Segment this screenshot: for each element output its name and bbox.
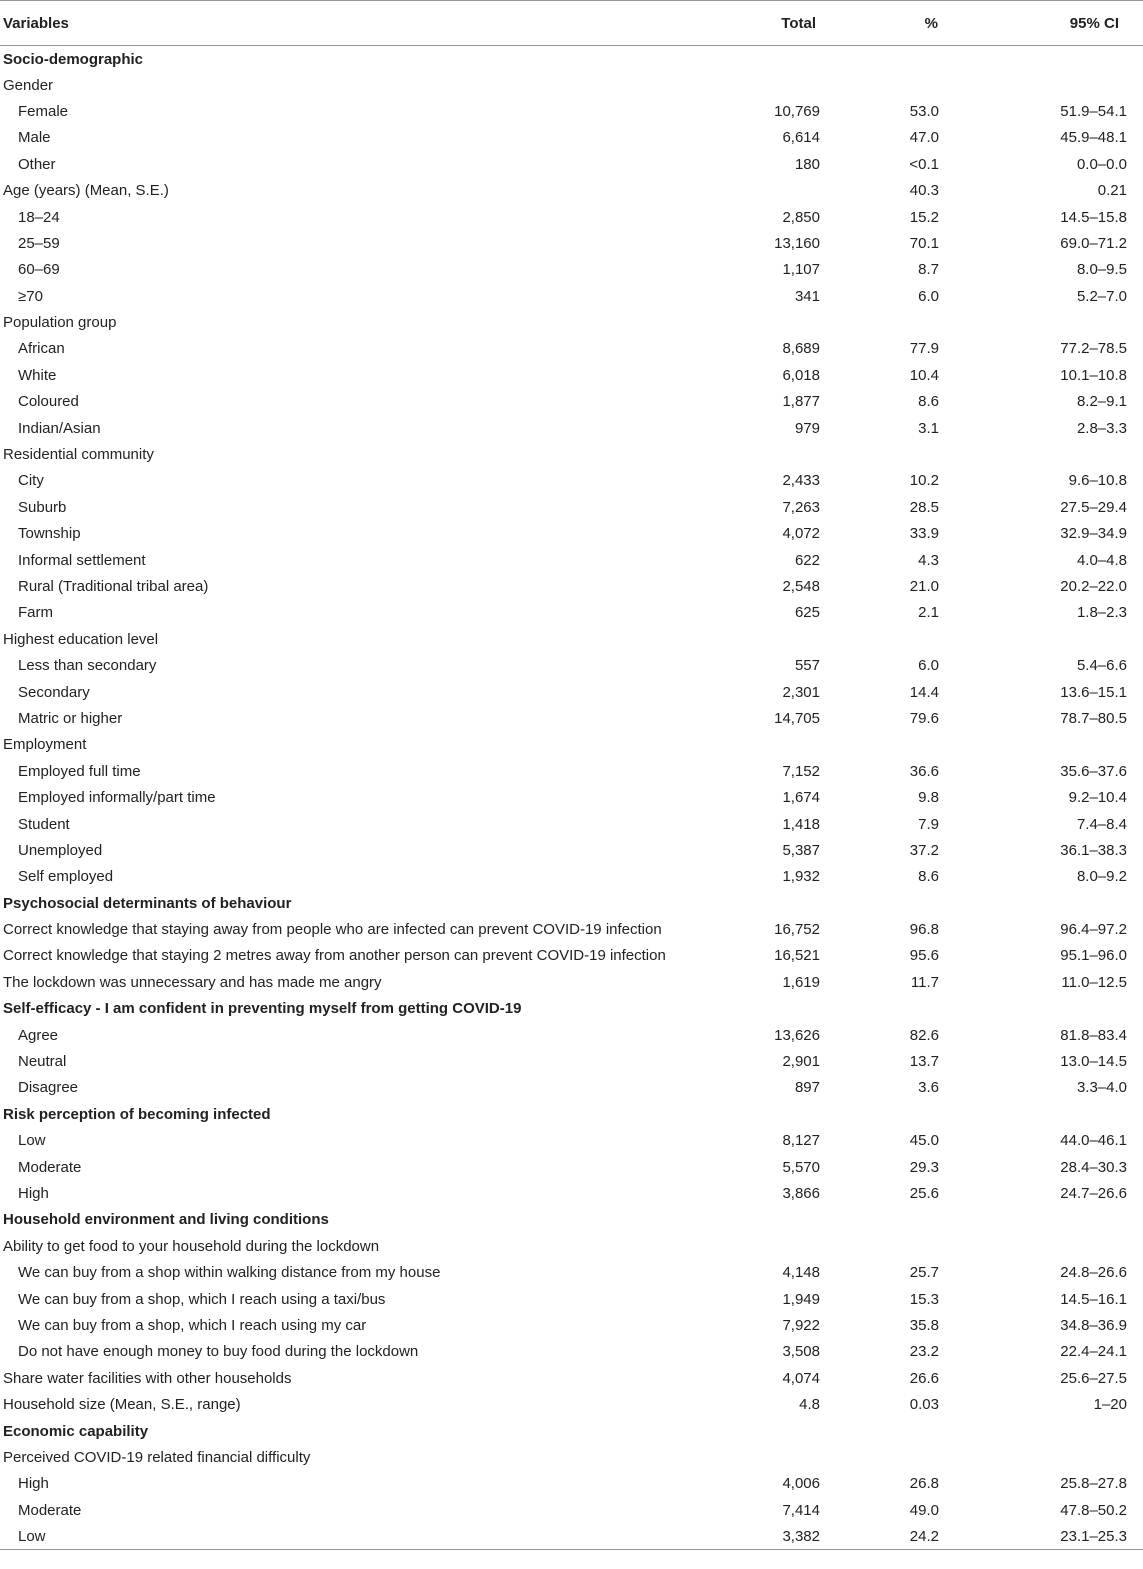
variable-cell: We can buy from a shop within walking distance from my house [18,1264,441,1282]
total-cell [740,441,850,467]
total-cell [740,177,850,203]
table-row [0,468,1143,494]
ci-cell: 27.5–29.4 [1060,498,1127,516]
percent-cell: 28.5 [909,498,939,516]
ci-cell: 13.6–15.1 [1060,683,1127,701]
variable-cell: Student [18,815,70,833]
percent-cell [850,1207,990,1233]
section-row [0,1101,1143,1127]
total-cell [740,1207,850,1233]
ci-cell: 25.6–27.5 [1060,1369,1127,1387]
ci-cell: 5.2–7.0 [1076,287,1127,305]
section-row [0,46,1143,72]
variable-cell: Psychosocial determinants of behaviour [3,894,292,912]
table-row [0,72,1143,98]
percent-cell: 29.3 [909,1158,939,1176]
percent-cell [850,626,990,652]
ci-cell [990,72,1143,98]
variable-cell: City [18,472,44,490]
ci-cell [990,732,1143,758]
ci-cell: 47.8–50.2 [1060,1501,1127,1519]
total-cell: 5,570 [782,1158,820,1176]
percent-cell: 53.0 [909,102,939,120]
table-row [0,309,1143,335]
header-total: Total [740,1,850,46]
variable-cell: Low [0,1523,740,1549]
total-cell: 625 [794,604,820,622]
table-row [0,837,1143,863]
variable-cell: White [18,366,57,384]
variable-cell: African [18,340,65,358]
ci-cell: 1.8–2.3 [1076,604,1127,622]
percent-cell: 33.9 [909,525,939,543]
table-row [0,1444,1143,1470]
table-row [0,151,1143,177]
table-row [0,864,1143,890]
total-cell: 180 [794,155,820,173]
section-row [0,996,1143,1022]
table-row [0,1128,1143,1154]
variable-cell: Low [18,1132,46,1150]
ci-cell: 78.7–80.5 [1060,709,1127,727]
ci-cell: 5.4–6.6 [1076,657,1127,675]
total-cell [740,46,850,72]
variable-cell: Age (years) (Mean, S.E.) [3,182,169,200]
table-row [0,1339,1143,1365]
ci-cell: 51.9–54.1 [1060,102,1127,120]
variable-cell: Economic capability [3,1422,149,1440]
total-cell: 1,877 [782,393,820,411]
table-header [0,1,1143,46]
variable-cell: Unemployed [18,841,103,859]
variable-cell: High [18,1475,49,1493]
ci-cell [990,1207,1143,1233]
variable-cell: The lockdown was unnecessary and has made me angry [3,973,382,991]
table-row [0,600,1143,626]
percent-cell: 10.4 [909,366,939,384]
variable-cell: Other [18,155,56,173]
ci-cell: 11.0–12.5 [1061,973,1127,991]
table-row [0,626,1143,652]
percent-cell: 13.7 [909,1053,939,1071]
total-cell: 1,674 [782,789,820,807]
percent-cell: 95.6 [909,947,939,965]
percent-cell: 6.0 [918,657,939,675]
ci-cell: 28.4–30.3 [1060,1158,1127,1176]
variable-cell: Gender [3,76,54,94]
total-cell: 3,382 [740,1523,850,1549]
table-row [0,257,1143,283]
percent-cell [850,309,990,335]
ci-cell: 4.0–4.8 [1076,551,1127,569]
ci-cell: 34.8–36.9 [1060,1316,1127,1334]
ci-cell: 10.1–10.8 [1060,366,1127,384]
percent-cell: 6.0 [918,287,939,305]
total-cell: 6,614 [782,129,820,147]
percent-cell: 45.0 [909,1132,939,1150]
percent-cell: 3.1 [918,419,939,437]
percent-cell: 8.6 [918,868,939,886]
table-row [0,1022,1143,1048]
total-cell: 7,922 [782,1316,820,1334]
total-cell [740,626,850,652]
table-row [0,943,1143,969]
total-cell [740,1444,850,1470]
variable-cell: Moderate [18,1501,82,1519]
total-cell: 5,387 [782,841,820,859]
variable-cell: We can buy from a shop, which I reach using my car [18,1316,367,1334]
percent-cell [850,1101,990,1127]
percent-cell: 82.6 [909,1026,939,1044]
ci-cell: 96.4–97.2 [1060,921,1127,939]
table-row [0,811,1143,837]
percent-cell [850,732,990,758]
table-row [0,1233,1143,1259]
table-row [0,98,1143,124]
ci-cell: 44.0–46.1 [1060,1132,1127,1150]
percent-cell: 47.0 [909,129,939,147]
total-cell [740,1101,850,1127]
percent-cell: 25.7 [909,1264,939,1282]
table-row [0,758,1143,784]
variable-cell: Correct knowledge that staying 2 metres away from another person can prevent COVID-19 infection [3,947,666,965]
variable-cell: Household environment and living conditions [3,1211,329,1229]
table-row [0,1180,1143,1206]
total-cell: 2,433 [782,472,820,490]
percent-cell: 9.8 [918,789,939,807]
ci-cell: 35.6–37.6 [1060,762,1127,780]
variable-cell: Self employed [18,868,114,886]
table-row [0,1523,1143,1549]
variable-cell: Coloured [18,393,79,411]
table-row [0,1259,1143,1285]
percent-cell [850,1233,990,1259]
table-row [0,969,1143,995]
total-cell: 10,769 [774,102,820,120]
percent-cell: 8.6 [918,393,939,411]
ci-cell: 14.5–15.8 [1060,208,1127,226]
total-cell: 341 [794,287,820,305]
total-cell [740,1233,850,1259]
variable-cell: Self-efficacy - I am confident in preventing myself from getting COVID-19 [3,1000,522,1018]
total-cell: 2,850 [782,208,820,226]
variable-cell: Employed informally/part time [18,789,216,807]
variable-cell: Suburb [18,498,67,516]
percent-cell [850,441,990,467]
percent-cell: 15.2 [909,208,939,226]
variable-cell: Share water facilities with other households [3,1369,292,1387]
variable-cell: Matric or higher [18,709,123,727]
variable-cell: Secondary [18,683,90,701]
percent-cell: 36.6 [909,762,939,780]
ci-cell: 45.9–48.1 [1060,129,1127,147]
total-cell: 2,548 [782,578,820,595]
variable-cell: ≥70 [18,287,43,305]
total-cell [740,309,850,335]
table-row [0,916,1143,942]
table-row [0,547,1143,573]
variable-cell: Township [18,525,81,543]
total-cell [740,996,850,1022]
variable-cell: Agree [18,1026,59,1044]
table-row [0,732,1143,758]
variable-cell: Employment [3,736,87,754]
percent-cell: 77.9 [909,340,939,358]
ci-cell [990,441,1143,467]
section-row [0,890,1143,916]
variable-cell: Household size (Mean, S.E., range) [3,1396,241,1414]
variable-cell: Informal settlement [18,551,146,569]
header-variables: Variables [0,1,740,46]
total-cell: 2,301 [782,683,820,701]
percent-cell: 79.6 [909,709,939,727]
variable-cell: Socio-demographic [3,51,144,69]
table-row [0,1365,1143,1391]
percent-cell [850,1418,990,1444]
ci-cell: 24.7–26.6 [1060,1184,1127,1202]
ci-cell: 81.8–83.4 [1060,1026,1127,1044]
ci-cell: 3.3–4.0 [1076,1079,1127,1097]
variable-cell: Do not have enough money to buy food during the lockdown [18,1343,419,1361]
variable-cell: We can buy from a shop, which I reach using a taxi/bus [18,1290,386,1308]
table-body [0,46,1143,1550]
variable-cell: Female [18,102,69,120]
total-cell [740,72,850,98]
percent-cell: 0.03 [909,1396,939,1414]
percent-cell [850,1444,990,1470]
total-cell [740,1418,850,1444]
table-row [0,1391,1143,1417]
table-row [0,362,1143,388]
table-row [0,1154,1143,1180]
percent-cell: 4.3 [918,551,939,569]
ci-cell: 32.9–34.9 [1060,525,1127,543]
total-cell: 7,263 [782,498,820,516]
variable-cell: Ability to get food to your household during the lockdown [3,1237,380,1255]
variable-cell: Indian/Asian [18,419,101,437]
percent-cell: 10.2 [909,472,939,490]
section-row [0,1418,1143,1444]
percent-cell: 70.1 [909,234,939,252]
total-cell: 4,148 [782,1264,820,1282]
percent-cell: 26.8 [909,1475,939,1493]
total-cell: 7,414 [782,1501,820,1519]
total-cell: 16,752 [774,921,820,939]
total-cell: 4,072 [782,525,820,543]
variable-cell: Population group [3,314,117,332]
ci-cell: 1–20 [1093,1396,1127,1414]
percent-cell: 8.7 [918,261,939,279]
total-cell: 1,932 [782,868,820,886]
ci-cell: 2.8–3.3 [1076,419,1127,437]
percent-cell: 96.8 [909,921,939,939]
total-cell: 1,418 [782,815,820,833]
header-row [0,1,1143,46]
variable-cell: Moderate [18,1158,82,1176]
table-row [0,1471,1143,1497]
ci-cell: 23.1–25.3 [990,1523,1143,1549]
ci-cell [990,996,1143,1022]
variable-cell: Farm [18,604,53,622]
total-cell: 8,127 [782,1132,820,1150]
ci-cell: 69.0–71.2 [1060,234,1127,252]
ci-cell: 8.2–9.1 [1076,393,1127,411]
percent-cell: 21.0 [909,578,939,595]
header-ci: 95% CI [990,1,1143,46]
ci-cell: 13.0–14.5 [1060,1053,1127,1071]
variable-cell: Correct knowledge that staying away from people who are infected can prevent COVID-19 infection [3,921,662,939]
table-row [0,784,1143,810]
total-cell: 4,074 [782,1369,820,1387]
ci-cell: 14.5–16.1 [1060,1290,1127,1308]
percent-cell: 49.0 [909,1501,939,1519]
variable-cell: 60–69 [18,261,60,279]
percent-cell: 37.2 [909,841,939,859]
total-cell: 13,160 [774,234,820,252]
variable-cell: Male [18,129,51,147]
ci-cell: 22.4–24.1 [1060,1343,1127,1361]
variable-cell: Highest education level [3,630,159,648]
total-cell: 1,107 [782,261,820,279]
percent-cell: 25.6 [909,1184,939,1202]
table-row [0,679,1143,705]
table-row [0,652,1143,678]
total-cell: 622 [794,551,820,569]
total-cell: 16,521 [774,947,820,965]
total-cell: 1,949 [782,1290,820,1308]
variable-cell: 18–24 [18,208,60,226]
ci-cell: 9.6–10.8 [1068,472,1127,490]
percent-cell: <0.1 [909,155,939,173]
percent-cell: 14.4 [909,683,939,701]
percent-cell [850,996,990,1022]
ci-cell: 20.2–22.0 [1060,578,1127,595]
total-cell: 897 [794,1079,820,1097]
table-row [0,1048,1143,1074]
total-cell: 14,705 [774,709,820,727]
percent-cell [850,46,990,72]
table-row [0,1286,1143,1312]
ci-cell: 36.1–38.3 [1060,841,1127,859]
total-cell [740,732,850,758]
variable-cell: Neutral [18,1053,67,1071]
ci-cell: 24.8–26.6 [1060,1264,1127,1282]
ci-cell [990,46,1143,72]
total-cell [740,890,850,916]
total-cell: 3,866 [782,1184,820,1202]
variable-cell: Employed full time [18,762,141,780]
total-cell: 13,626 [774,1026,820,1044]
table-row [0,573,1143,599]
total-cell: 557 [794,657,820,675]
table-row [0,1497,1143,1523]
percent-cell: 24.2 [850,1523,990,1549]
percent-cell: 35.8 [909,1316,939,1334]
total-cell: 2,901 [782,1053,820,1071]
total-cell: 3,508 [782,1343,820,1361]
variable-cell: Residential community [3,446,154,464]
table-row [0,415,1143,441]
percent-cell: 15.3 [909,1290,939,1308]
variable-cell: High [18,1184,49,1202]
header-percent: % [850,1,990,46]
variable-cell: 25–59 [18,234,60,252]
ci-cell [990,626,1143,652]
table-row [0,1312,1143,1338]
percent-cell: 40.3 [909,182,939,200]
percent-cell [850,72,990,98]
percent-cell: 23.2 [909,1343,939,1361]
variable-cell: Disagree [18,1079,79,1097]
table-row [0,705,1143,731]
ci-cell [990,1101,1143,1127]
percent-cell: 2.1 [918,604,939,622]
variable-cell: Perceived COVID-19 related financial difficulty [3,1448,311,1466]
total-cell: 6,018 [782,366,820,384]
table-row [0,204,1143,230]
ci-cell [990,1233,1143,1259]
table-row [0,125,1143,151]
variable-cell: Risk perception of becoming infected [3,1105,271,1123]
ci-cell [990,309,1143,335]
table-row [0,441,1143,467]
percent-cell: 7.9 [918,815,939,833]
table-row [0,389,1143,415]
table-row [0,521,1143,547]
total-cell: 8,689 [782,340,820,358]
total-cell: 4,006 [782,1475,820,1493]
ci-cell: 7.4–8.4 [1076,815,1127,833]
variable-cell: Rural (Traditional tribal area) [18,578,209,595]
total-cell: 4.8 [799,1396,820,1414]
percent-cell: 26.6 [909,1369,939,1387]
section-row [0,1207,1143,1233]
total-cell: 979 [794,419,820,437]
table-row [0,177,1143,203]
table-row [0,230,1143,256]
ci-cell [990,1444,1143,1470]
table-row [0,494,1143,520]
ci-cell: 8.0–9.2 [1076,868,1127,886]
ci-cell: 95.1–96.0 [1060,947,1127,965]
ci-cell: 0.21 [1097,182,1127,200]
ci-cell: 77.2–78.5 [1060,340,1127,358]
percent-cell: 3.6 [918,1079,939,1097]
ci-cell: 0.0–0.0 [1076,155,1127,173]
ci-cell: 25.8–27.8 [1060,1475,1127,1493]
table-row [0,336,1143,362]
table-row [0,1075,1143,1101]
table-row [0,283,1143,309]
ci-cell [990,890,1143,916]
total-cell: 7,152 [782,762,820,780]
variable-cell: Less than secondary [18,657,157,675]
ci-cell: 9.2–10.4 [1068,789,1127,807]
ci-cell: 8.0–9.5 [1076,261,1127,279]
percent-cell [850,890,990,916]
percent-cell: 11.7 [910,973,939,991]
total-cell: 1,619 [782,973,820,991]
ci-cell [990,1418,1143,1444]
